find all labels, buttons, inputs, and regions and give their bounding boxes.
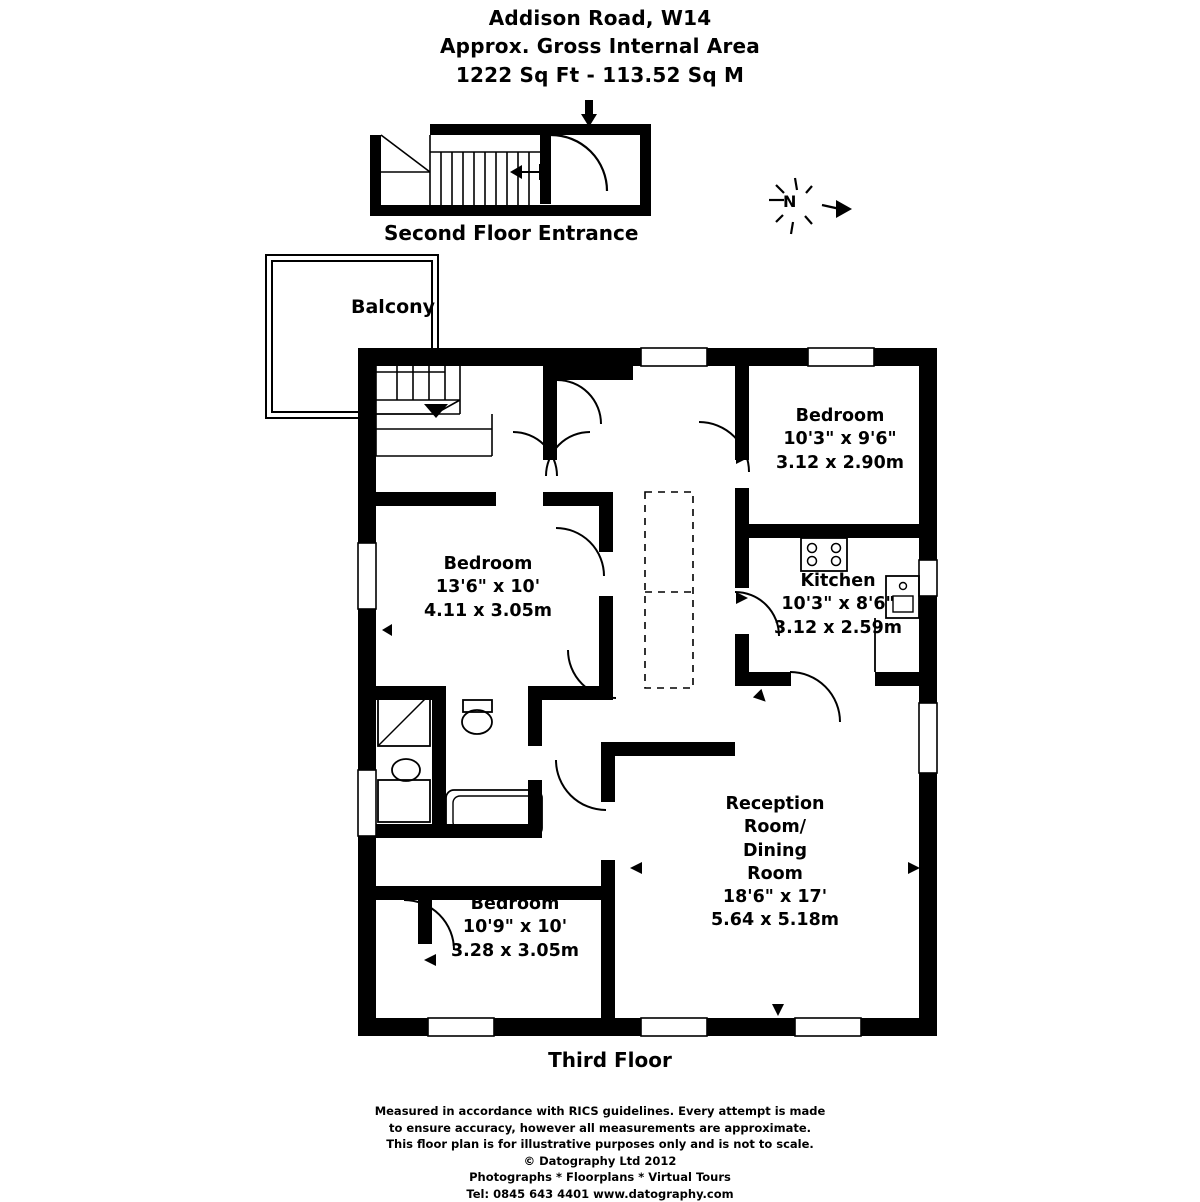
room-dim-metric: 3.12 x 2.59m [773,617,903,638]
plan-title-second-floor: Second Floor Entrance [384,221,639,245]
third-floor-staircase [376,366,543,456]
room-name: Bedroom [795,406,885,426]
balcony-label: Balcony [351,296,436,318]
room-label-reception-dining [680,793,870,933]
title-address: Addison Road, W14 [488,6,712,30]
room-dim-imperial: 18'6" x 17' [722,887,828,908]
room-name-line-2: Room/ [743,817,807,838]
plan-title-third-floor: Third Floor [548,1048,672,1072]
footer-services: Photographs * Floorplans * Virtual Tours [469,1170,731,1185]
room-dim-imperial: 10'3" x 8'6" [781,594,895,615]
second-floor-partition [540,124,551,204]
room-label-bedroom-top-right [740,405,940,475]
room-name: Kitchen [800,571,876,591]
room-dim-imperial: 10'9" x 10' [462,917,568,938]
room-name-line-1: Reception [725,794,825,814]
room-name: Bedroom [470,894,560,914]
room-label-bedroom-left [383,553,593,623]
compass-icon [769,178,852,234]
footer-line-1: Measured in accordance with RICS guidelines. Every attempt is made [374,1104,826,1118]
second-floor-door-swing [551,135,607,191]
room-name-line-4: Room [747,863,803,884]
compass-north-label: N [783,192,797,211]
second-floor-staircase [381,135,540,205]
entrance-direction-arrow [581,100,597,127]
room-name: Bedroom [443,554,533,574]
room-name-line-3: Dining [743,840,807,861]
second-floor-lintel [540,124,610,135]
title-area-label: Approx. Gross Internal Area [440,34,760,59]
room-dim-imperial: 13'6" x 10' [435,577,541,598]
room-dim-metric: 3.12 x 2.90m [775,452,905,473]
title-area-value: 1222 Sq Ft - 113.52 Sq M [455,62,745,87]
footer-copyright: © Datography Ltd 2012 [523,1153,677,1168]
room-label-kitchen [738,570,938,640]
hall-cupboard [645,492,693,688]
second-floor-top-left-opening [370,124,430,135]
footer-disclaimer [0,1103,1200,1202]
room-label-bedroom-bottom-left [415,893,615,963]
footer-line-3: This floor plan is for illustrative purposes only and is not to scale. [386,1137,814,1152]
footer-line-2: to ensure accuracy, however all measurements are approximate. [389,1120,811,1135]
room-dim-imperial: 10'3" x 9'6" [783,429,897,450]
footer-contact: Tel: 0845 643 4401 www.datography.com [466,1186,734,1201]
second-floor-plan [370,100,651,216]
room-dim-metric: 5.64 x 5.18m [710,910,840,931]
room-dim-metric: 4.11 x 3.05m [423,600,553,621]
room-dim-metric: 3.28 x 3.05m [450,940,580,961]
bathroom-fixtures [378,694,542,836]
